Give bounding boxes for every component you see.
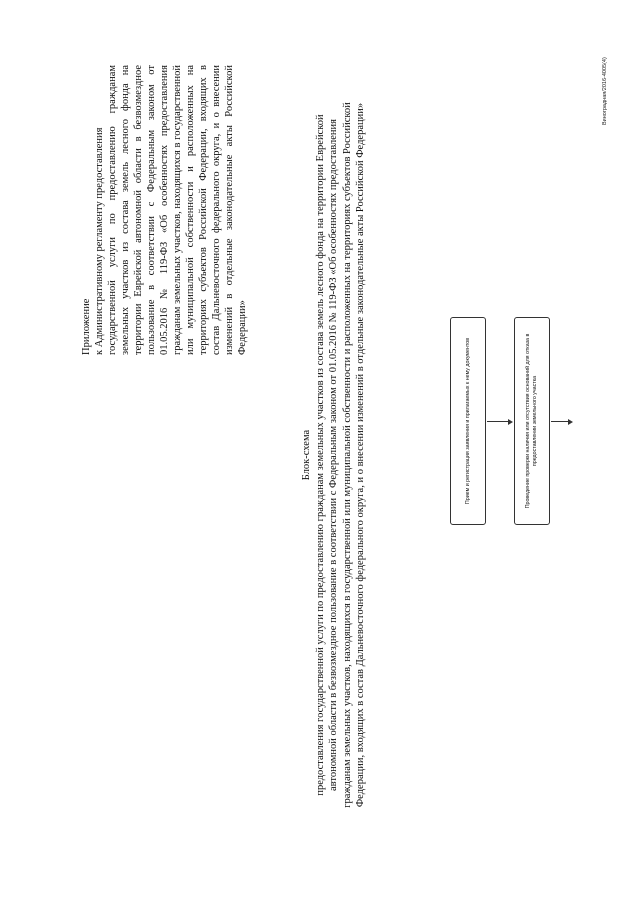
appendix-title: Приложение bbox=[81, 298, 92, 355]
flowchart-step-1-text: Прием и регистрация заявления и прилагаемых к нему документов bbox=[464, 337, 471, 505]
arrow-down-icon bbox=[551, 421, 569, 422]
arrow-down-icon bbox=[487, 421, 509, 422]
flowchart-step-2 bbox=[514, 317, 550, 525]
flowchart bbox=[450, 315, 580, 525]
appendix-block bbox=[80, 65, 249, 355]
document-code: Виноградная/2016-4005(4) bbox=[602, 57, 608, 125]
flowchart-step-2-text: Проведение проверки наличия или отсутствия оснований для отказа в предоставлении земельного участка bbox=[525, 333, 538, 509]
flowchart-title-block bbox=[300, 95, 368, 815]
flowchart-heading: Блок-схема bbox=[301, 429, 312, 481]
appendix-body: государственной услуги по предоставлению гражданам земельных участков из состава земель лесного фонда на территории Еврейской автономной области в безвозмездное пользование в соответствии с Федеральным законом от 01.05.2016 № 119-ФЗ «Об особенностях предоставления гражданам земельных участков, находящихся в государственной или муниципальной собственности и расположенных на территориях субъектов Российской Федерации, входящих в состав Дальневосточного федерального округа, и о внесении изменений в отдельные законодательные акты Российской Федерации» bbox=[107, 65, 248, 355]
appendix-reference: к Административному регламенту предоставления bbox=[94, 127, 105, 355]
flowchart-description: предоставления государственной услуги по предоставлению гражданам земельных участков из состава земель лесного фонда на территории Еврейской автономной области в безвозмездное пользование в соответствии с Федеральным законом от 01.05.2016 № 119-ФЗ «Об особенностях предоставления гражданам земельных участков, находящихся в государственной или муниципальной собственности и расположенных на территориях субъектов Российской Федерации, входящих в состав Дальневосточного федерального округа, и о внесении изменений в отдельные законодательные акты Российской Федерации» bbox=[314, 102, 366, 808]
flowchart-step-1 bbox=[450, 317, 486, 525]
